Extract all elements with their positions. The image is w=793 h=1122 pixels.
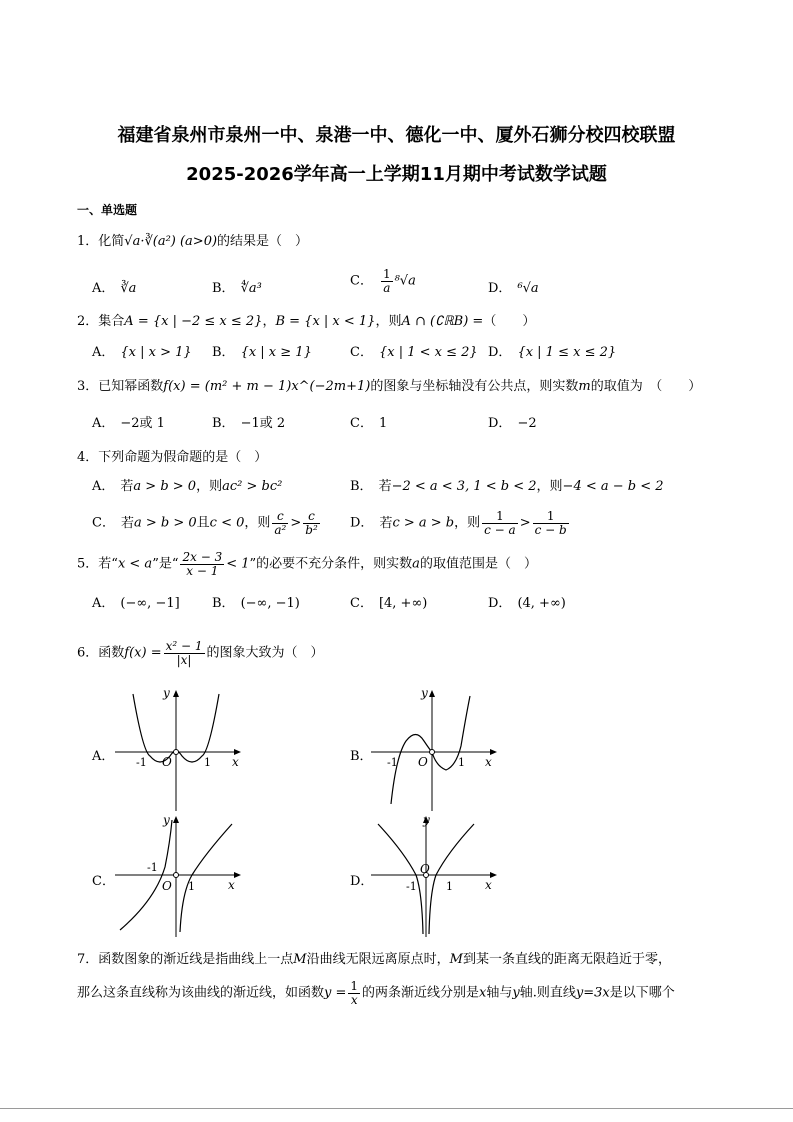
question-7-line-2: 那么这条直线称为该曲线的渐近线，如函数y = $\frac{1}{x}$ 的两条渐近线分别是x轴与y轴.则直线y=3x是以下哪个 [77,979,675,1007]
title-line-1: 福建省泉州市泉州一中、泉港一中、德化一中、厦外石狮分校四校联盟 [117,125,676,146]
graph-b-y-label: y [421,686,428,700]
q5-option-a[interactable]: A． (−∞, −1] [92,596,180,611]
question-5: 5．若“x < a”是“ $\frac{2x - 3}{x - 1}$ < 1”的必要不充分条件，则实数a的取值范围是（ ） [77,550,537,578]
question-2: 2．集合A = {x | −2 ≤ x ≤ 2}，B = {x | x < 1}，则A ∩ (∁ℝB) =（ ） [77,314,536,329]
q2-set-b: B = {x | x < 1} [275,314,376,329]
q1-text-post: 的结果是（ ） [217,234,309,249]
title-line-2: 2025-2026学年高一上学期11月期中考试数学试题 [186,164,607,185]
q5-option-b[interactable]: B． (−∞, −1) [212,596,300,611]
question-4: 4．下列命题为假命题的是（ ） [77,450,268,465]
graph-a-neg1: -1 [136,756,147,769]
q1-option-d[interactable]: D． ⁶√a [488,281,539,296]
q2-option-d[interactable]: D． {x | 1 ≤ x ≤ 2} [488,345,617,360]
graph-d-neg1: -1 [406,880,417,893]
q1-option-c[interactable]: C． $\frac{1}{a}$ ⁸√a [350,267,416,295]
graph-d-origin: O [420,862,430,876]
graph-d-x-label: x [485,878,492,892]
graph-c-origin: O [162,879,172,893]
question-7-line-1: 7．函数图象的渐近线是指曲线上一点M沿曲线无限远离原点时，M到某一条直线的距离无限趋近于零， [77,952,671,967]
graph-b-neg1: -1 [387,756,398,769]
graph-a-origin: O [162,755,172,769]
q1-option-a[interactable]: A． ∛a [92,281,137,296]
page-bottom-divider [0,1108,793,1109]
graph-a[interactable] [110,686,250,818]
graph-b-origin: O [418,755,428,769]
question-1 [77,230,308,249]
graph-c[interactable] [110,812,250,944]
q5-option-d[interactable]: D． (4, +∞) [488,596,566,611]
q2-set-a: A = {x | −2 ≤ x ≤ 2} [124,314,263,329]
q3-option-b[interactable]: B． −1或 2 [212,416,286,431]
question-3: 3．已知幂函数f(x) = (m² + m − 1)x^(−2m+1)的图象与坐标轴没有公共点，则实数m的取值为 （ ） [77,379,702,394]
graph-d[interactable] [366,812,506,944]
graph-b-x-label: x [485,755,492,769]
q3-expression: f(x) = (m² + m − 1)x^(−2m+1) [163,379,371,394]
q4-option-c[interactable]: C． 若a > b > 0且c < 0，则 $\frac{c}{\text{a²}}$ > $\frac{c}{\text{b²}}$ [92,509,318,537]
graph-b-pos1: 1 [458,756,465,769]
graph-c-pos1: 1 [188,880,195,893]
graph-d-y-label: y [423,813,430,827]
q1-expression: √a·∛(a²) (a>0) [124,234,218,249]
q4-option-a[interactable]: A． 若a > b > 0，则ac² > bc² [92,479,283,494]
graph-d-pos1: 1 [446,880,453,893]
q2-option-c[interactable]: C． {x | 1 < x ≤ 2} [350,345,478,360]
q1-option-b[interactable]: B． ∜a³ [212,281,262,296]
q3-option-a[interactable]: A． −2或 1 [92,416,165,431]
graph-c-neg1: -1 [147,861,158,874]
q6-option-d[interactable]: D． [350,874,374,889]
q6-option-b[interactable]: B． [350,749,373,764]
graph-c-x-label: x [228,878,235,892]
graph-a-y-label: y [163,686,170,700]
q2-option-b[interactable]: B． {x | x ≥ 1} [212,345,312,360]
graph-c-y-label: y [163,813,170,827]
graph-a-pos1: 1 [204,756,211,769]
graph-a-x-label: x [232,755,239,769]
question-6: 6．函数f(x) = $\frac{\text{x² − 1}}{|x|}$ 的图象大致为（ ） [77,639,324,667]
q4-option-b[interactable]: B． 若−2 < a < 3, 1 < b < 2，则−4 < a − b < 2 [350,479,664,494]
q1-text-pre: 化简 [98,234,125,249]
q3-option-d[interactable]: D． −2 [488,416,537,431]
q2-option-a[interactable]: A． {x | x > 1} [92,345,192,360]
q4-option-d[interactable]: D． 若c > a > b，则 $\frac{1}{c - a}$ > $\frac{1}{c - b}$ [350,509,567,537]
q5-option-c[interactable]: C． [4, +∞) [350,596,428,611]
q6-option-a[interactable]: A． [92,749,115,764]
q1-number: 1． [77,234,99,249]
q6-option-c[interactable]: C． [92,874,115,889]
section-label: 一、单选题 [77,203,138,217]
q2-expression: A ∩ (∁ℝB) = [401,314,484,329]
q3-option-c[interactable]: C． 1 [350,416,388,431]
graph-b[interactable] [366,686,506,818]
